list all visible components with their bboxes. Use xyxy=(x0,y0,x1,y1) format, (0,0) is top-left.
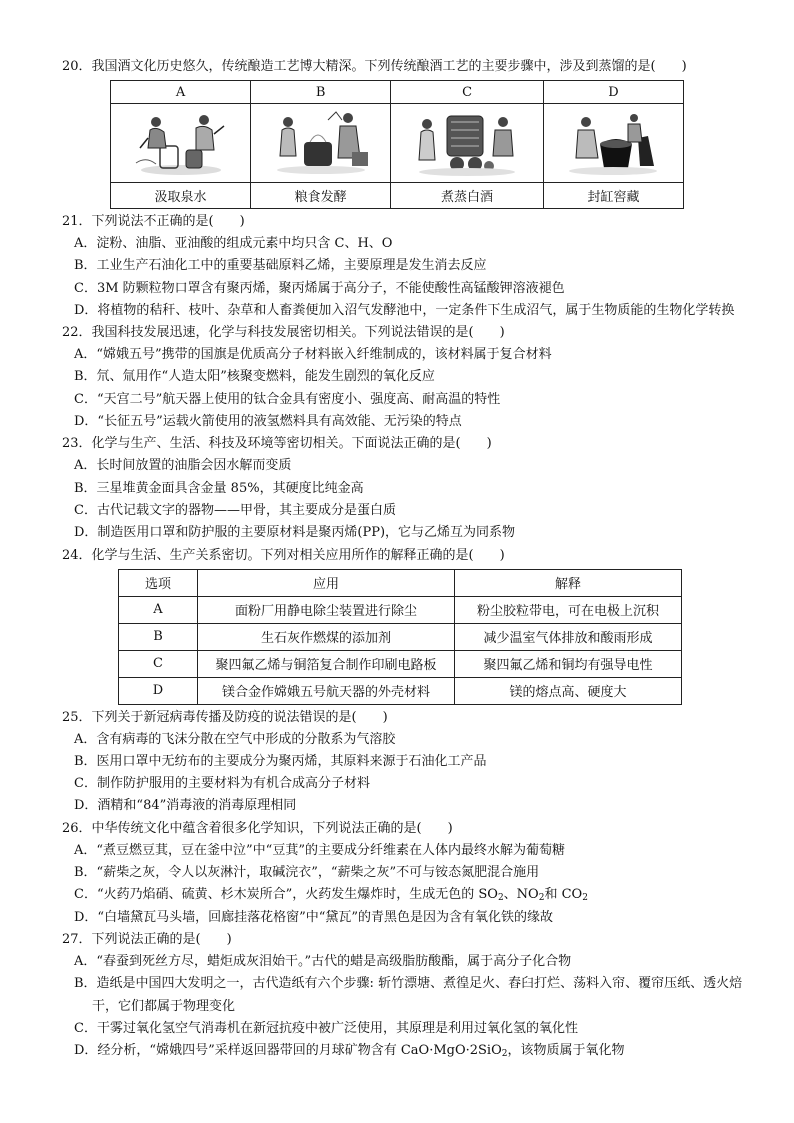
question-23-stem: 23．化学与生产、生活、科技及环境等密切相关。下面说法正确的是( ) xyxy=(62,436,492,452)
question-27-option-a: A．“春蚕到死丝方尽，蜡炬成灰泪始干。”古代的蜡是高级脂肪酸酯，属于高分子化合物 xyxy=(74,953,572,969)
question-23-option-a: A．长时间放置的油脂会因水解而变质 xyxy=(74,458,292,474)
row-d-option: D xyxy=(119,677,198,704)
question-22-option-c: C．“天宫二号”航天器上使用的钛合金具有密度小、强度高、耐高温的特性 xyxy=(74,391,501,407)
table-row xyxy=(119,623,682,650)
question-26-stem: 26．中华传统文化中蕴含着很多化学知识，下列说法正确的是( ) xyxy=(62,820,453,836)
drawing-water-illustration xyxy=(111,104,251,183)
row-c-option: C xyxy=(119,650,198,677)
table-header-option: 选项 xyxy=(119,569,198,596)
question-21-stem: 21．下列说法不正确的是( ) xyxy=(62,214,245,229)
caption-d: 封缸窖藏 xyxy=(543,183,683,209)
question-27-stem: 27．下列说法正确的是( ) xyxy=(62,931,232,947)
row-d-application: 镁合金作嫦娥五号航天器的外壳材料 xyxy=(198,677,455,704)
question-23-option-d: D．制造医用口罩和防护服的主要原材料是聚丙烯(PP)，它与乙烯互为同系物 xyxy=(74,525,516,541)
question-22-option-d: D．“长征五号”运载火箭使用的液氢燃料具有高效能、无污染的特点 xyxy=(74,414,462,430)
option-c-text: C．“火药乃焰硝、硫黄、杉木炭所合”，火药发生爆炸时，生成无色的 SO xyxy=(74,887,498,903)
subscript: 2 xyxy=(497,893,504,904)
subscript: 2 xyxy=(582,893,588,904)
row-a-explanation: 粉尘胶粒带电，可在电极上沉积 xyxy=(455,596,682,623)
row-a-application: 面粉厂用静电除尘装置进行除尘 xyxy=(198,596,455,623)
subscript: 2 xyxy=(538,893,545,904)
row-b-explanation: 减少温室气体排放和酸雨形成 xyxy=(455,623,682,650)
question-27-option-b: B．造纸是中国四大发明之一，古代造纸有六个步骤: 斩竹漂塘、煮徨足火、舂臼打烂、荡料入帘、覆帘压纸、透火焙干，它们都属于物理变化 xyxy=(74,976,743,1014)
sealing-jar-illustration xyxy=(543,104,683,183)
question-26-option-c xyxy=(62,884,752,906)
option-c-mid: 、NO xyxy=(503,887,539,903)
question-25-option-b: B．医用口罩中无纺布的主要成分为聚丙烯，其原料来源于石油化工产品 xyxy=(74,753,487,769)
row-a-option: A xyxy=(119,596,198,623)
caption-c: 煮蒸白酒 xyxy=(391,183,544,209)
question-26-option-b: B．“薪柴之灰，令人以灰淋汁，取碱浣衣”，“薪柴之灰”不可与铵态氮肥混合施用 xyxy=(74,865,540,881)
table-header-application: 应用 xyxy=(198,569,455,596)
question-23-option-b: B．三星堆黄金面具含金量 85%，其硬度比纯金高 xyxy=(74,480,364,496)
subscript: 2 xyxy=(501,1049,508,1060)
row-b-option: B xyxy=(119,623,198,650)
grain-fermenting-illustration xyxy=(251,104,391,183)
question-21-option-a: A．淀粉、油脂、亚油酸的组成元素中均只含 C、H、O xyxy=(74,236,393,251)
row-c-application: 聚四氟乙烯与铜箔复合制作印刷电路板 xyxy=(198,650,455,677)
question-27-option-d xyxy=(62,1040,752,1062)
question-24-table xyxy=(118,569,682,705)
table-row xyxy=(119,677,682,704)
table-header-c: C xyxy=(391,81,544,104)
question-27-option-c: C．干雾过氧化氢空气消毒机在新冠抗疫中被广泛使用，其原理是利用过氧化氢的氧化性 xyxy=(74,1020,578,1036)
row-c-explanation: 聚四氟乙烯和铜均有强导电性 xyxy=(455,650,682,677)
question-20-stem: 20．我国酒文化历史悠久，传统酿造工艺博大精深。下列传统酿酒工艺的主要步骤中，涉及到蒸馏的是( ) xyxy=(62,59,687,74)
table-header-b: B xyxy=(251,81,391,104)
question-26-option-d: D．“白墙黛瓦马头墙，回廊挂落花格窗”中“黛瓦”的青黑色是因为含有氧化铁的缘故 xyxy=(74,909,554,925)
question-21-option-c: C．3M 防颗粒物口罩含有聚丙烯，聚丙烯属于高分子，不能使酸性高锰酸钾溶液褪色 xyxy=(74,280,565,296)
question-25-option-d: D．酒精和“84”消毒液的消毒原理相同 xyxy=(74,798,297,814)
option-d-text: D．经分析，“嫦娥四号”采样返回器带回的月球矿物含有 CaO·MgO·2SiO xyxy=(74,1043,502,1059)
option-c-tail: 和 CO xyxy=(544,887,583,903)
table-header-explanation: 解释 xyxy=(455,569,682,596)
caption-a: 汲取泉水 xyxy=(111,183,251,209)
question-22-option-b: B．氘、氚用作“人造太阳”核聚变燃料，能发生剧烈的氧化反应 xyxy=(74,369,435,385)
question-21-option-b: B．工业生产石油化工中的重要基础原料乙烯，主要原理是发生消去反应 xyxy=(74,258,487,274)
question-24-stem: 24．化学与生活、生产关系密切。下列对相关应用所作的解释正确的是( ) xyxy=(62,547,505,563)
question-20-table xyxy=(110,80,684,209)
table-row xyxy=(119,596,682,623)
steaming-liquor-illustration xyxy=(391,104,544,183)
question-23-option-c: C．古代记载文字的器物——甲骨，其主要成分是蛋白质 xyxy=(74,502,396,518)
question-25-option-c: C．制作防护服用的主要材料为有机合成高分子材料 xyxy=(74,776,370,792)
question-26-option-a: A．“煮豆燃豆萁，豆在釜中泣”中“豆萁”的主要成分纤维素在人体内最终水解为葡萄糖 xyxy=(74,842,565,858)
question-21-option-d: D．将植物的秸秆、枝叶、杂草和人畜粪便加入沼气发酵池中，一定条件下生成沼气，属于生物质能的生物化学转换 xyxy=(74,302,735,318)
question-25-stem: 25．下列关于新冠病毒传播及防疫的说法错误的是( ) xyxy=(62,709,388,725)
caption-b: 粮食发酵 xyxy=(251,183,391,209)
table-header-a: A xyxy=(111,81,251,104)
row-b-application: 生石灰作燃煤的添加剂 xyxy=(198,623,455,650)
option-d-tail: ，该物质属于氧化物 xyxy=(507,1043,625,1059)
exam-page xyxy=(62,56,752,1062)
row-d-explanation: 镁的熔点高、硬度大 xyxy=(455,677,682,704)
table-row xyxy=(119,650,682,677)
question-22-stem: 22．我国科技发展迅速，化学与科技发展密切相关。下列说法错误的是( ) xyxy=(62,325,505,341)
question-22-option-a: A．“嫦娥五号”携带的国旗是优质高分子材料嵌入纤维制成的，该材料属于复合材料 xyxy=(74,347,552,363)
table-header-d: D xyxy=(543,81,683,104)
question-25-option-a: A．含有病毒的飞沫分散在空气中形成的分散系为气溶胶 xyxy=(74,731,396,747)
